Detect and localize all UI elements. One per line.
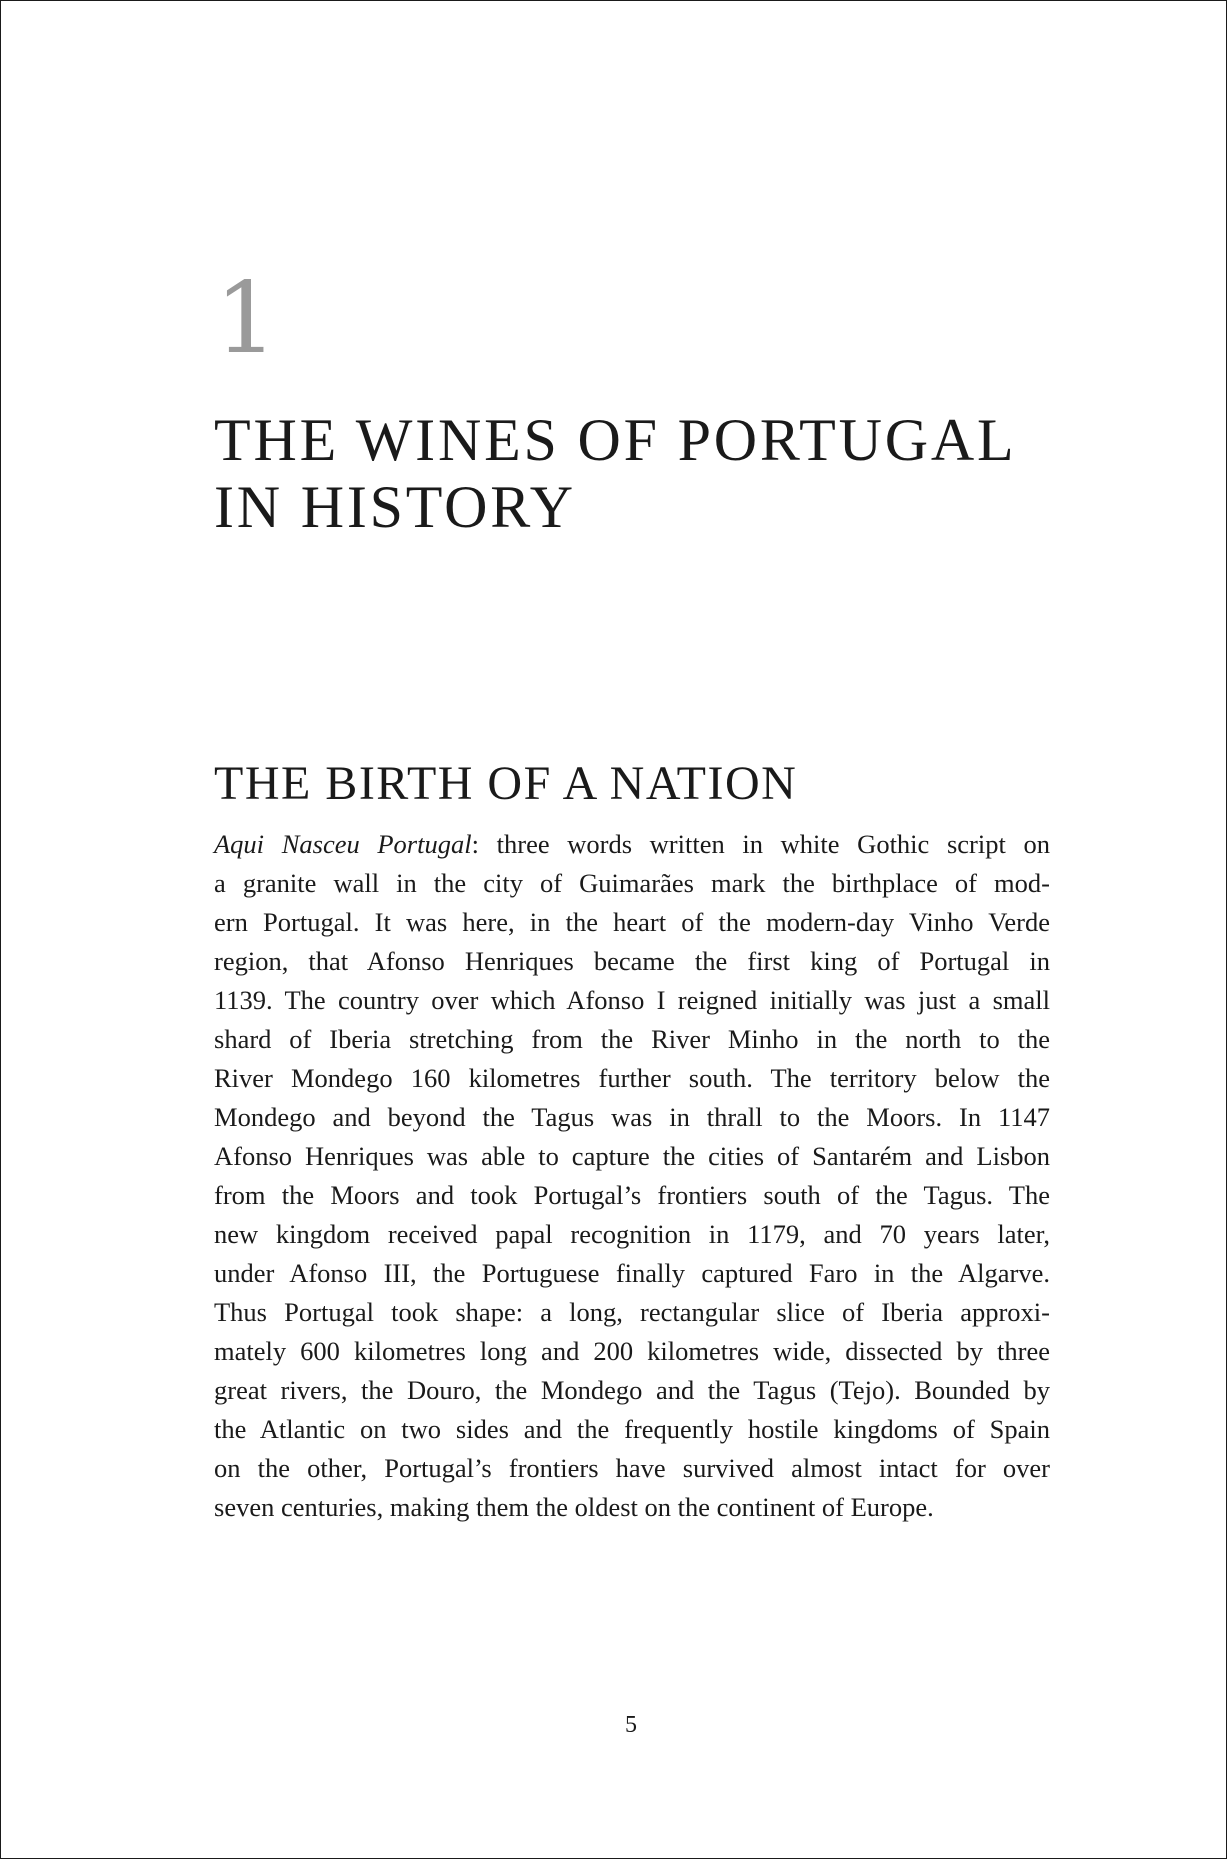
body-line: new kingdom received papal recognition in 1179, and 70 years later, xyxy=(214,1219,1050,1249)
chapter-number: 1 xyxy=(215,262,276,376)
body-line: the Atlantic on two sides and the frequently hostile kingdoms of Spain xyxy=(214,1414,1050,1444)
chapter-title-line-1: THE WINES OF PORTUGAL xyxy=(214,407,1017,473)
body-line: shard of Iberia stretching from the River Minho in the north to the xyxy=(214,1024,1050,1054)
page-number: 5 xyxy=(625,1712,637,1738)
body-line: River Mondego 160 kilometres further south. The territory below the xyxy=(214,1063,1050,1093)
body-line: Thus Portugal took shape: a long, rectangular slice of Iberia approxi- xyxy=(214,1297,1050,1327)
body-line: 1139. The country over which Afonso I reigned initially was just a small xyxy=(214,985,1050,1015)
body-line: region, that Afonso Henriques became the first king of Portugal in xyxy=(214,946,1050,976)
chapter-title-line-2: IN HISTORY xyxy=(214,474,576,540)
body-lead-italic: Aqui Nasceu Portugal xyxy=(214,829,472,859)
body-paragraph xyxy=(214,825,1050,1527)
body-line: under Afonso III, the Portuguese finally captured Faro in the Algarve. xyxy=(214,1258,1050,1288)
section-heading: THE BIRTH OF A NATION xyxy=(214,757,798,810)
body-line: great rivers, the Douro, the Mondego and the Tagus (Tejo). Bounded by xyxy=(214,1375,1050,1405)
body-line: Afonso Henriques was able to capture the cities of Santarém and Lisbon xyxy=(214,1141,1050,1171)
body-line-text: : three words written in white Gothic script on xyxy=(471,829,1050,859)
body-line: seven centuries, making them the oldest on the continent of Europe. xyxy=(214,1492,934,1522)
body-line: a granite wall in the city of Guimarães mark the birthplace of mod- xyxy=(214,868,1050,898)
body-line: Mondego and beyond the Tagus was in thrall to the Moors. In 1147 xyxy=(214,1102,1050,1132)
body-line: on the other, Portugal’s frontiers have survived almost intact for over xyxy=(214,1453,1050,1483)
body-line: ern Portugal. It was here, in the heart of the modern-day Vinho Verde xyxy=(214,907,1050,937)
body-line: mately 600 kilometres long and 200 kilometres wide, dissected by three xyxy=(214,1336,1050,1366)
body-line: from the Moors and took Portugal’s frontiers south of the Tagus. The xyxy=(214,1180,1050,1210)
body-line xyxy=(214,825,1050,864)
chapter-title xyxy=(214,407,1074,541)
